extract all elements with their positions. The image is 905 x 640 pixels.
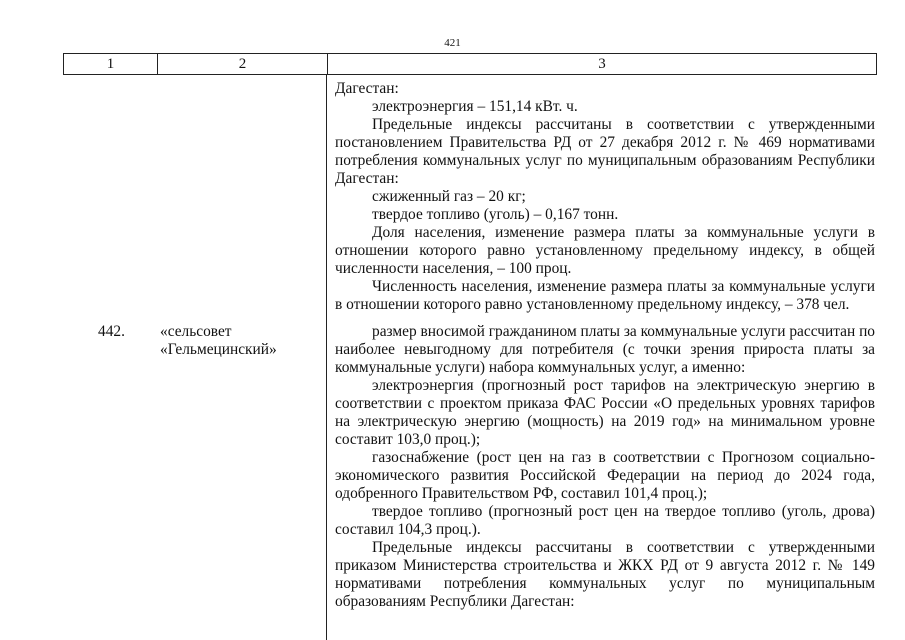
paragraph: Доля населения, изменение размера платы за коммунальные услуги в отношении которого равно установленному предельному индексу, в общей численности населения, – 100 проц. [335,224,875,277]
paragraph: электроэнергия (прогнозный рост тарифов на электрическую энергию в соответствии с проектом приказа ФАС России «О предельных уровнях тарифов на электрическую энергию (мощность) на 2019 год» на минимальном уровне составит 103,0 проц.); [335,377,875,448]
column-header-3: 3 [328,54,877,75]
paragraph: Предельные индексы рассчитаны в соответствии с утвержденными приказом Министерства строительства и ЖКХ РД от 9 августа 2012 г. № 149 нормативами потребления коммунальных услуг по муниципальным образованиям Республики Дагестан: [335,539,875,610]
page-number: 421 [444,37,461,49]
column-divider [326,75,327,640]
municipality-name [160,323,277,359]
column-header-row [63,53,877,75]
description-block-1 [335,80,875,314]
paragraph: размер вносимой гражданином платы за коммунальные услуги рассчитан по наиболее невыгодному для потребителя (с точки зрения прироста платы за коммунальные услуги) набора коммунальных услуг, а именно: [335,323,875,376]
paragraph: Предельные индексы рассчитаны в соответствии с утвержденными постановлением Правительства РД от 27 декабря 2012 г. № 469 нормативами потребления коммунальных услуг по муниципальным образованиям Республики Дагестан: [335,116,875,187]
municipality-name-line: «Гельмецинский» [160,341,277,358]
paragraph: сжиженный газ – 20 кг; [372,188,526,205]
paragraph: газоснабжение (рост цен на газ в соответствии с Прогнозом социально-экономического развития Российской Федерации на период до 2024 года, одобренного Правительством РФ, составил 101,4 проц.); [335,449,875,502]
paragraph: Численность населения, изменение размера платы за коммунальные услуги в отношении которого равно установленному предельному индексу, – 378 чел. [335,278,875,313]
paragraph: Дагестан: [335,80,399,97]
description-block-2 [335,323,875,611]
column-header-2: 2 [158,54,328,75]
paragraph: электроэнергия – 151,14 кВт. ч. [372,98,578,115]
municipality-name-line: «сельсовет [160,323,232,340]
row-number: 442. [98,323,125,340]
paragraph: твердое топливо (прогнозный рост цен на твердое топливо (уголь, дрова) составил 104,3 проц.). [335,503,875,538]
column-header-1: 1 [64,54,158,75]
paragraph: твердое топливо (уголь) – 0,167 тонн. [372,206,619,223]
